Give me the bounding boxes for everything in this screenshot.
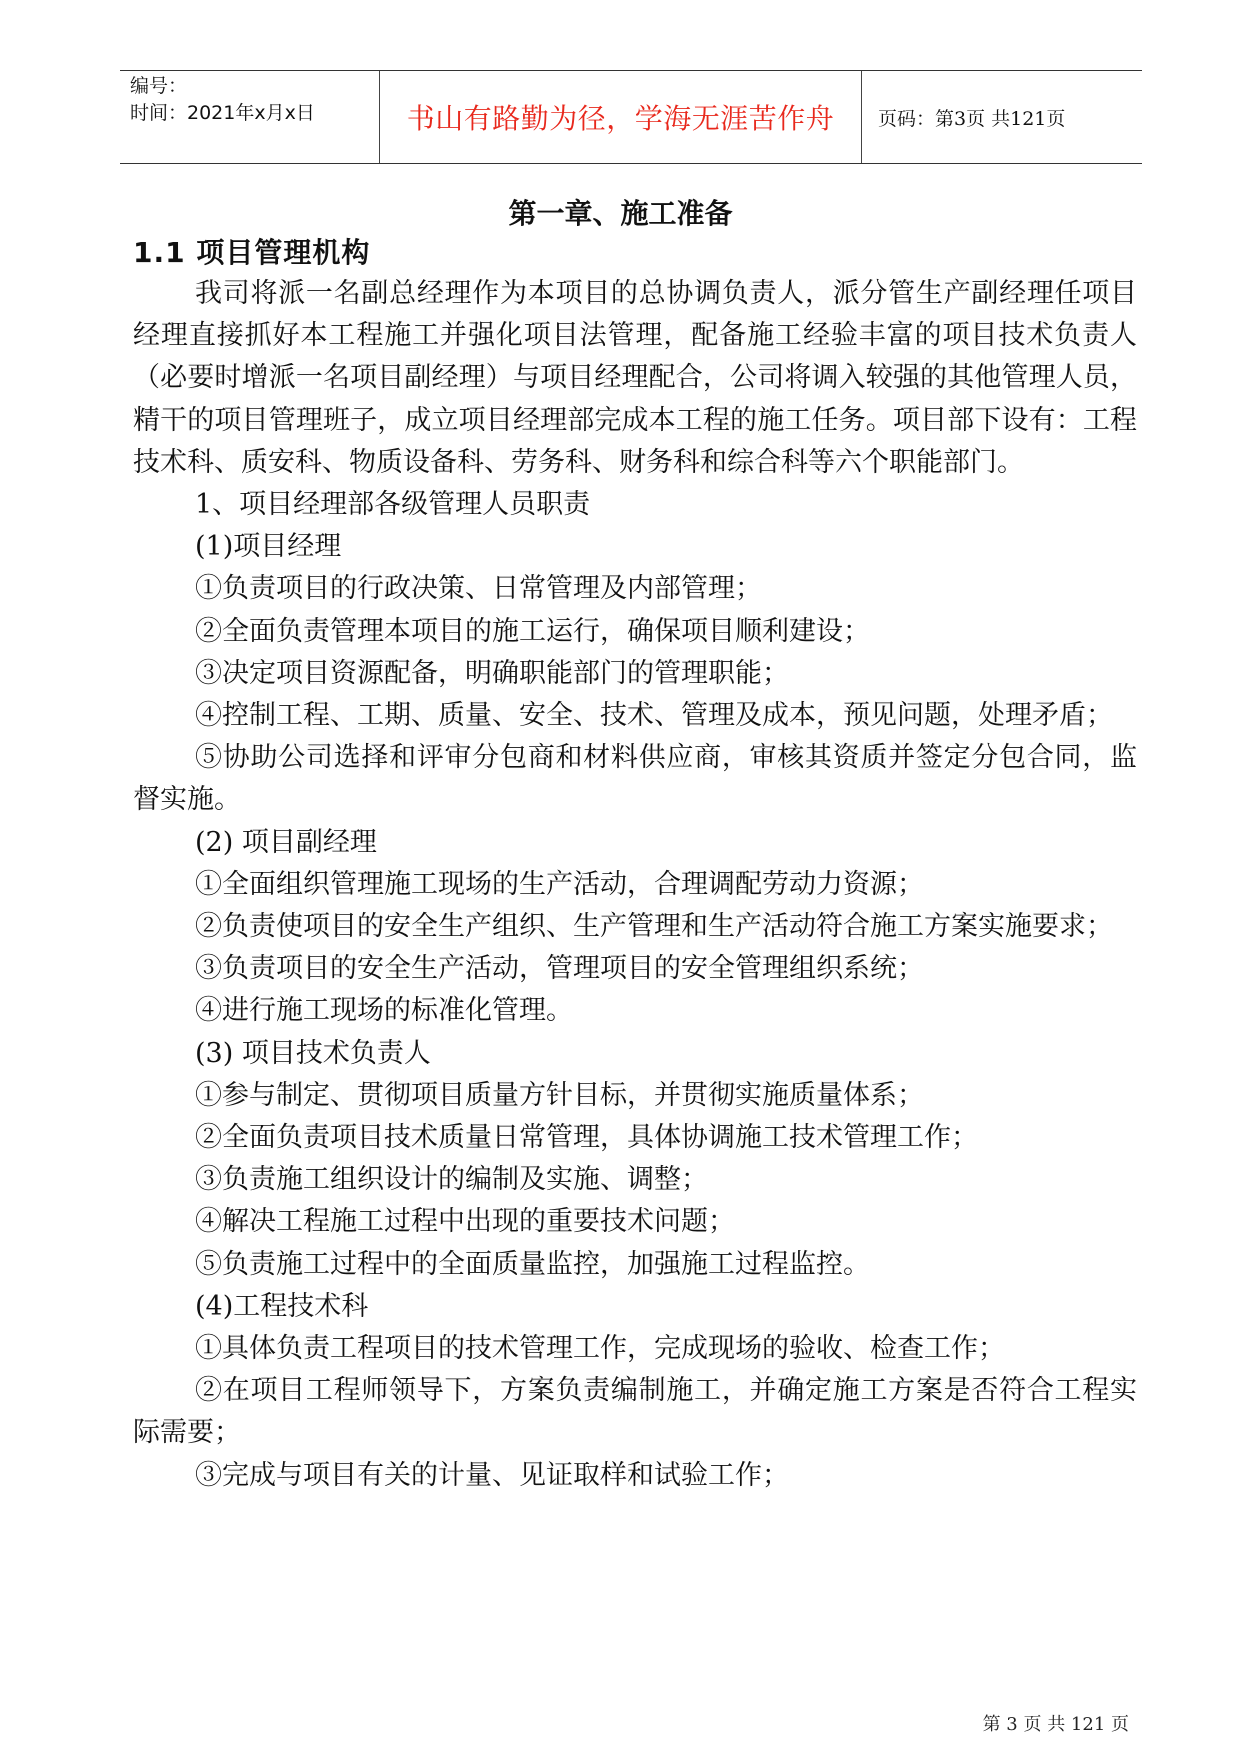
list-item: ③负责施工组织设计的编制及实施、调整； [195, 1164, 708, 1196]
subsection-heading: (3) 项目技术负责人 [195, 1037, 431, 1069]
list-item: ①参与制定、贯彻项目质量方针目标，并贯彻实施质量体系； [195, 1079, 924, 1111]
subsection-heading: (1)项目经理 [195, 531, 342, 563]
list-item: ①具体负责工程项目的技术管理工作，完成现场的验收、检查工作； [195, 1333, 1005, 1365]
list-item: ⑤协助公司选择和评审分包商和材料供应商，审核其资质并签定分包合同，监督实施。 [133, 742, 1137, 816]
header-meta-cell [120, 71, 380, 163]
list-item: ④控制工程、工期、质量、安全、技术、管理及成本，预见问题，处理矛盾； [195, 700, 1113, 732]
page-info: 页码：第3页 共121页 [878, 107, 1066, 130]
list-item: ④解决工程施工过程中出现的重要技术问题； [195, 1206, 735, 1238]
subsection-heading: (4)工程技术科 [195, 1290, 369, 1322]
list-item: ②全面负责管理本项目的施工运行，确保项目顺利建设； [195, 615, 870, 647]
list-item: ①全面组织管理施工现场的生产活动，合理调配劳动力资源； [195, 868, 924, 900]
header-page-cell [862, 71, 1142, 163]
chapter-title: 第一章、施工准备 [508, 197, 733, 230]
list-item: ⑤负责施工过程中的全面质量监控，加强施工过程监控。 [195, 1248, 870, 1280]
time-label: 时间：2021年x月x日 [130, 102, 315, 124]
list-item: ②在项目工程师领导下，方案负责编制施工，并确定施工方案是否符合工程实际需要； [133, 1375, 1137, 1449]
list-item: ②全面负责项目技术质量日常管理，具体协调施工技术管理工作； [195, 1122, 978, 1154]
list-item: ③决定项目资源配备，明确职能部门的管理职能； [195, 657, 789, 689]
serial-number-label: 编号： [130, 75, 188, 97]
list-item: ④进行施工现场的标准化管理。 [195, 995, 573, 1027]
intro-paragraph: 我司将派一名副总经理作为本项目的总协调负责人，派分管生产副经理任项目经理直接抓好本工程施工并强化项目法管理，配备施工经验丰富的项目技术负责人（必要时增派一名项目副经理）与项目经理配合，公司将调入较强的其他管理人员，精干的项目管理班子，成立项目经理部完成本工程的施工任务。项目部下设有：工程技术科、质安科、物质设备科、劳务科、财务科和综合科等六个职能部门。 [133, 278, 1137, 478]
subsection-heading: (2) 项目副经理 [195, 826, 377, 858]
document-body [133, 273, 1137, 1497]
header-motto-cell [380, 71, 862, 163]
list-item: ③完成与项目有关的计量、见证取样和试验工作； [195, 1459, 789, 1491]
list-item: ①负责项目的行政决策、日常管理及内部管理； [195, 573, 762, 605]
motto-text: 书山有路勤为径，学海无涯苦作舟 [406, 102, 835, 135]
list-heading: 1、项目经理部各级管理人员职责 [195, 489, 591, 521]
page-footer: 第 3 页 共 121 页 [982, 1714, 1129, 1735]
header-table [120, 70, 1142, 164]
list-item: ③负责项目的安全生产活动，管理项目的安全管理组织系统； [195, 953, 924, 985]
section-title: 1.1 项目管理机构 [133, 236, 371, 269]
list-item: ②负责使项目的安全生产组织、生产管理和生产活动符合施工方案实施要求； [195, 911, 1113, 943]
